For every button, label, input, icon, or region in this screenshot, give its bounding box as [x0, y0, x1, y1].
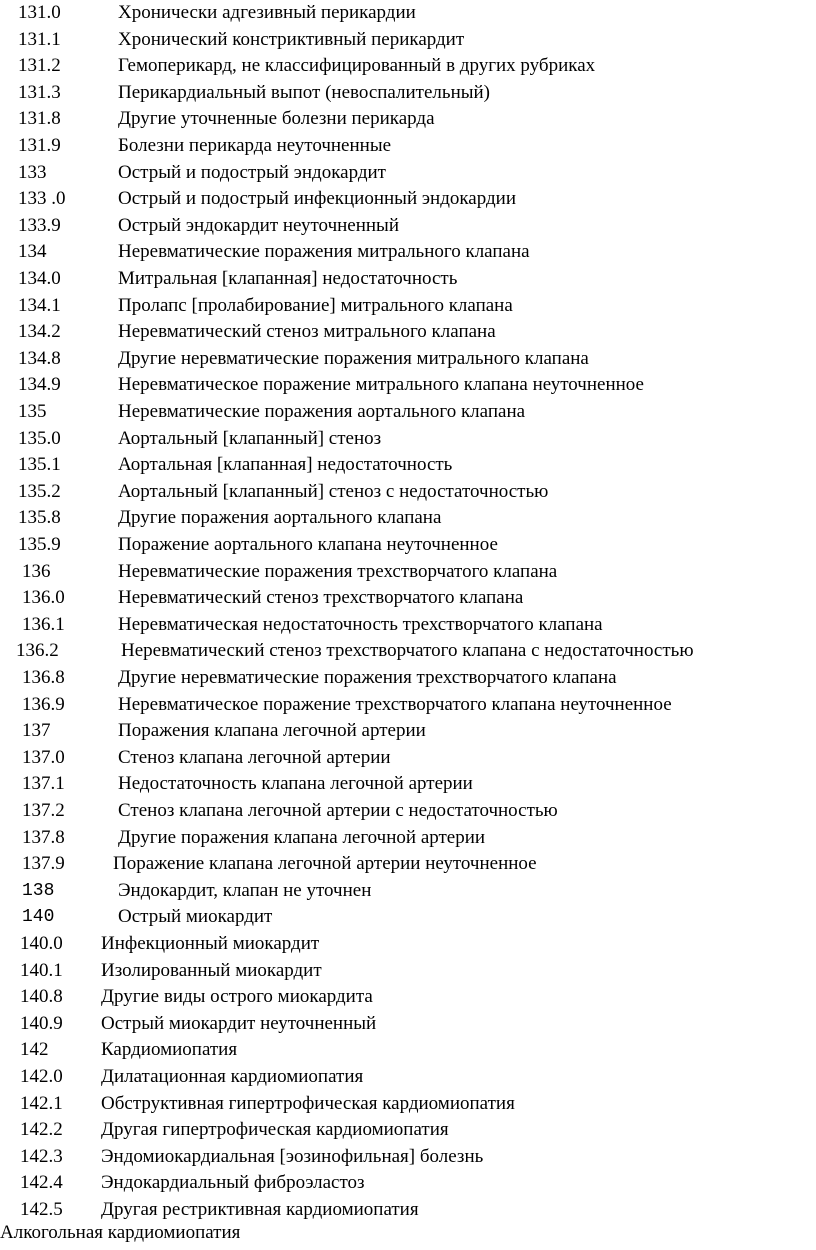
- description: Гемоперикард, не классифицированный в других рубриках: [118, 55, 596, 77]
- description: Аортальная [клапанная] недостаточность: [118, 454, 453, 476]
- trailing-heading: Алкогольная кардиомиопатия: [0, 1222, 241, 1243]
- description: Неревматический стеноз трехстворчатого клапана с недостаточностью: [121, 640, 694, 662]
- description: Поражение аортального клапана неуточненное: [118, 534, 498, 555]
- code: 136.9: [22, 693, 65, 715]
- description: Дилатационная кардиомиопатия: [101, 1066, 364, 1087]
- description: Другая гипертрофическая кардиомиопатия: [101, 1119, 449, 1141]
- code: 136: [22, 560, 51, 582]
- description: Пролапс [пролабирование] митрального клапана: [118, 294, 513, 316]
- code: 142.3: [20, 1145, 63, 1167]
- code: 135.9: [18, 534, 61, 555]
- code: 137: [22, 720, 51, 742]
- description: Болезни перикарда неуточненные: [118, 135, 392, 156]
- code: 134: [18, 241, 47, 263]
- description: Неревматические поражения трехстворчатого клапана: [118, 560, 558, 582]
- description: Острый и подострый эндокардит: [118, 161, 386, 183]
- code: 131.1: [18, 28, 61, 50]
- description: Неревматические поражения митрального клапана: [118, 241, 530, 263]
- description: Хронический констриктивный перикардит: [118, 28, 465, 50]
- description: Острый и подострый инфекционный эндокардии: [118, 188, 516, 210]
- code: 131.2: [18, 55, 61, 77]
- description: Неревматический стеноз митрального клапана: [118, 321, 496, 343]
- code: 137.9: [22, 853, 65, 875]
- code: 138: [22, 880, 55, 901]
- code: 142.5: [20, 1199, 63, 1220]
- code: 136.2: [16, 640, 59, 662]
- code: 140.1: [20, 959, 63, 981]
- code: 134.8: [18, 347, 61, 369]
- code: 142.4: [20, 1172, 63, 1194]
- code: 137.0: [22, 746, 65, 768]
- code: 136.1: [22, 613, 65, 635]
- description: Неревматические поражения аортального клапана: [118, 401, 526, 422]
- description: Острый миокардит неуточненный: [101, 1012, 377, 1034]
- description: Инфекционный миокардит: [101, 933, 320, 954]
- description: Другие неревматические поражения трехстворчатого клапана: [118, 667, 617, 688]
- code: 131.8: [18, 108, 61, 130]
- description: Другая рестриктивная кардиомиопатия: [101, 1199, 419, 1220]
- description: Эндокардиальный фиброэластоз: [101, 1172, 365, 1194]
- code: 137.2: [22, 800, 65, 821]
- code: 133: [18, 161, 47, 183]
- code: 142.2: [20, 1119, 63, 1141]
- code: 136.8: [22, 667, 65, 688]
- description: Хронически адгезивный перикардии: [118, 2, 416, 23]
- description: Эндомиокардиальная [эозинофильная] болезнь: [101, 1145, 484, 1167]
- description: Острый миокардит: [118, 906, 273, 928]
- description: Поражения клапана легочной артерии: [118, 720, 426, 742]
- code: 142: [20, 1039, 49, 1061]
- code: 131.0: [18, 2, 61, 23]
- code: 140.8: [20, 986, 63, 1008]
- description: Другие неревматические поражения митрального клапана: [118, 347, 589, 369]
- description: Недостаточность клапана легочной артерии: [118, 773, 473, 795]
- description: Неревматическое поражение трехстворчатого клапана неуточненное: [118, 693, 672, 715]
- description: Изолированный миокардит: [101, 959, 322, 981]
- code: 135: [18, 401, 47, 422]
- description: Другие уточненные болезни перикарда: [118, 108, 435, 130]
- code: 131.3: [18, 81, 61, 103]
- code: 142.0: [20, 1066, 63, 1087]
- code: 133 .0: [18, 188, 66, 210]
- code: 140: [22, 907, 55, 928]
- code: 140.0: [20, 933, 63, 954]
- description: Стеноз клапана легочной артерии с недостаточностью: [118, 800, 558, 821]
- code: 136.0: [22, 587, 65, 609]
- code: 131.9: [18, 135, 61, 156]
- description: Острый эндокардит неуточненный: [118, 214, 399, 236]
- description: Другие поражения клапана легочной артерии: [118, 826, 486, 848]
- description: Кардиомиопатия: [101, 1039, 238, 1061]
- code: 135.8: [18, 507, 61, 529]
- code: 135.1: [18, 454, 61, 476]
- description: Стеноз клапана легочной артерии: [118, 746, 391, 768]
- description: Аортальный [клапанный] стеноз: [118, 427, 382, 449]
- code: 134.9: [18, 374, 61, 396]
- description: Неревматический стеноз трехстворчатого клапана: [118, 587, 524, 609]
- description: Митральная [клапанная] недостаточность: [118, 268, 458, 289]
- description: Неревматическая недостаточность трехстворчатого клапана: [118, 613, 603, 635]
- code: 134.1: [18, 294, 61, 316]
- code: 135.2: [18, 480, 61, 502]
- code: 142.1: [20, 1092, 63, 1114]
- code: 134.2: [18, 321, 61, 343]
- code: 137.8: [22, 826, 65, 848]
- description: Эндокардит, клапан не уточнен: [118, 879, 372, 901]
- code: 137.1: [22, 773, 65, 795]
- code: 135.0: [18, 427, 61, 449]
- description: Другие виды острого миокардита: [101, 986, 373, 1008]
- description: Поражение клапана легочной артерии неуточненное: [113, 853, 537, 875]
- code: 140.9: [20, 1012, 63, 1034]
- code: 133.9: [18, 214, 61, 236]
- description: Перикардиальный выпот (невоспалительный): [118, 81, 490, 103]
- description: Неревматическое поражение митрального клапана неуточненное: [118, 374, 644, 396]
- description: Обструктивная гипертрофическая кардиомиопатия: [101, 1092, 515, 1114]
- description: Аортальный [клапанный] стеноз с недостаточностью: [118, 480, 549, 502]
- description: Другие поражения аортального клапана: [118, 507, 442, 529]
- code: 134.0: [18, 268, 61, 289]
